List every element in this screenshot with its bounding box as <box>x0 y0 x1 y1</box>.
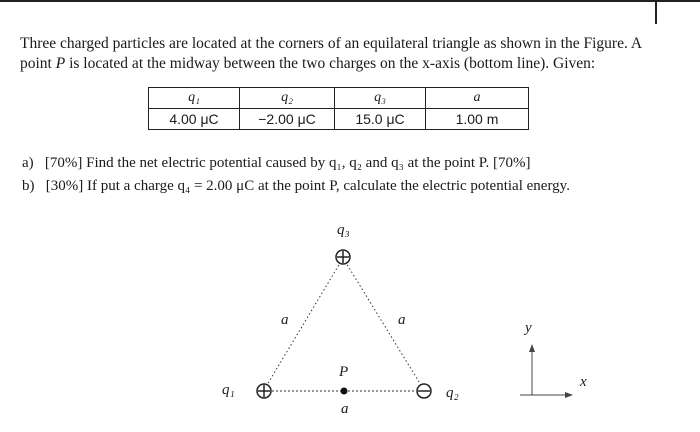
problem-line-1: Three charged particles are located at the corners of an equilateral triangle as shown in the Figure. A <box>20 35 643 52</box>
value-q1: 4.00 μC <box>149 109 240 130</box>
triangle-side-left <box>264 258 343 390</box>
base-label: a <box>341 401 349 417</box>
charge-q3-positive-icon <box>336 250 350 264</box>
side-left-label: a <box>281 312 289 328</box>
charge-q2-negative-icon <box>417 384 431 398</box>
q1-label: q₁ <box>222 382 235 398</box>
xy-axes-icon <box>520 344 573 398</box>
header-q1: q₁ <box>149 88 240 109</box>
point-p-var: P <box>55 55 66 72</box>
value-q2: −2.00 μC <box>240 109 335 130</box>
charge-q1-positive-icon <box>257 384 271 398</box>
question-b-text: [30%] If put a charge q₄ = 2.00 μC at the point P, calculate the electric potential energy. <box>45 178 570 194</box>
q2-label: q₂ <box>446 385 459 401</box>
point-p-dot <box>341 388 348 395</box>
header-q2: q₂ <box>240 88 335 109</box>
side-right-label: a <box>398 312 406 328</box>
axis-x-label: x <box>580 374 587 390</box>
question-b-marker: b) <box>22 178 35 194</box>
question-a-text: [70%] Find the net electric potential caused by q₁, q₂ and q₃ at the point P. [70%] <box>44 155 531 171</box>
triangle-side-right <box>343 258 424 390</box>
question-a-marker: a) <box>22 155 34 171</box>
point-p-label: P <box>339 364 349 380</box>
q3-label: q₃ <box>337 222 350 238</box>
header-a: a <box>426 88 529 109</box>
axis-y-label: y <box>525 320 532 336</box>
header-q3: q₃ <box>335 88 426 109</box>
value-a: 1.00 m <box>426 109 529 130</box>
problem-line-2: point P is located at the midway between the two charges on the x-axis (bottom line). Given: <box>20 55 596 72</box>
value-q3: 15.0 μC <box>335 109 426 130</box>
